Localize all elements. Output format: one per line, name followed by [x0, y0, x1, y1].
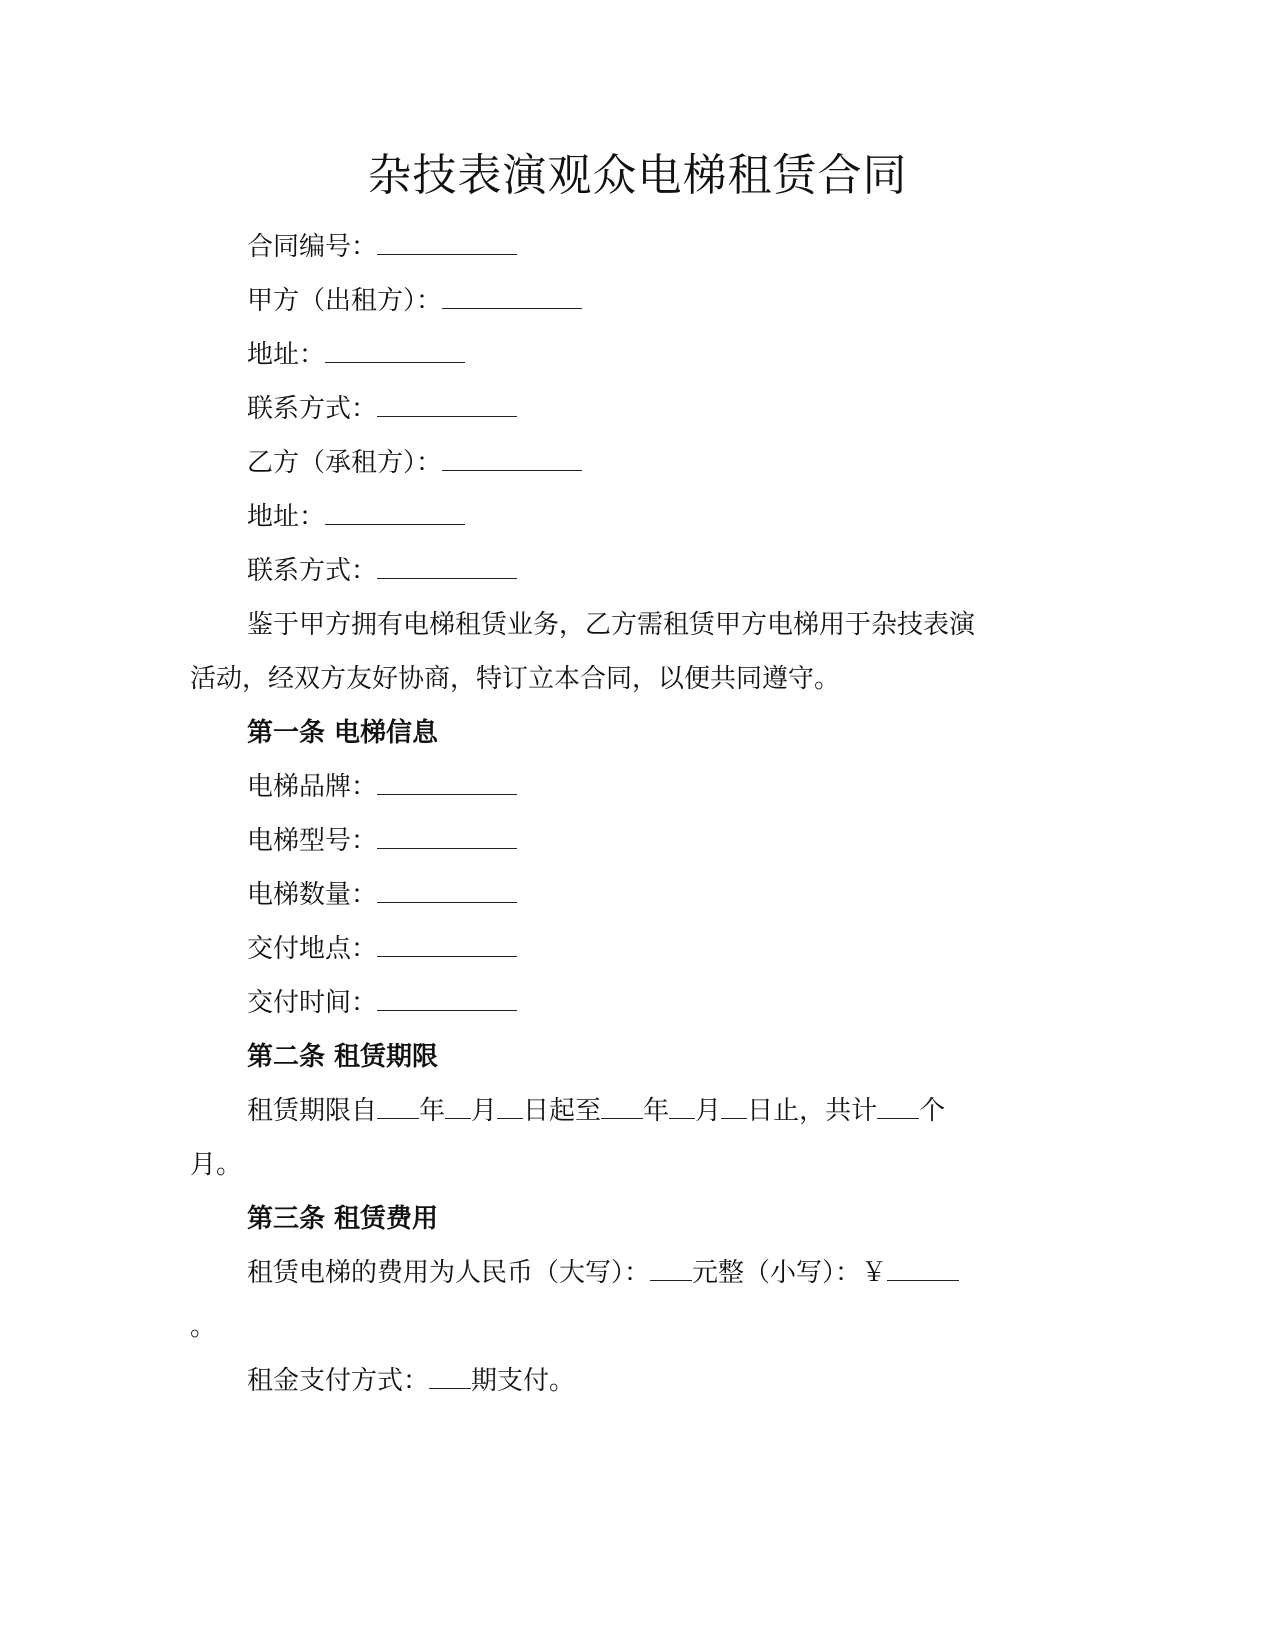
party-b-address-blank[interactable] [325, 500, 465, 525]
preamble-line-1: 鉴于甲方拥有电梯租赁业务，乙方需租赁甲方电梯用于杂技表演 [247, 610, 976, 640]
payment-method-label: 租金支付方式： [247, 1366, 430, 1396]
fee-lowercase-blank[interactable] [887, 1256, 959, 1281]
elevator-model-label: 电梯型号： [247, 826, 378, 856]
article-3-heading: 第三条 租赁费用 [247, 1204, 439, 1234]
fee-prefix-text: 租赁电梯的费用为人民币（大写）： [247, 1258, 651, 1288]
delivery-place-field [247, 932, 517, 966]
delivery-time-field [247, 986, 517, 1020]
party-a-address-field [247, 338, 465, 372]
article-2-heading: 第二条 租赁期限 [247, 1042, 439, 1072]
party-b-address-field [247, 500, 465, 534]
start-day-text: 日起至 [523, 1096, 602, 1126]
delivery-time-blank[interactable] [377, 986, 517, 1011]
contract-number-field [247, 230, 517, 264]
payment-method-suffix: 期支付。 [471, 1366, 576, 1396]
elevator-model-field [247, 824, 517, 858]
contract-number-label: 合同编号： [247, 232, 378, 262]
fee-uppercase-blank[interactable] [650, 1256, 692, 1281]
party-b-contact-field [247, 554, 517, 588]
party-a-contact-blank[interactable] [377, 392, 517, 417]
start-day-blank[interactable] [497, 1094, 523, 1119]
party-a-label: 甲方（出租方）： [247, 286, 443, 316]
party-a-address-label: 地址： [247, 340, 326, 370]
party-b-contact-blank[interactable] [377, 554, 517, 579]
start-year-blank[interactable] [377, 1094, 419, 1119]
lease-term-line [247, 1094, 945, 1128]
delivery-place-label: 交付地点： [247, 934, 378, 964]
party-a-contact-field [247, 392, 517, 426]
elevator-brand-label: 电梯品牌： [247, 772, 378, 802]
end-month-text: 月 [695, 1096, 722, 1126]
end-year-blank[interactable] [601, 1094, 643, 1119]
payment-method-blank[interactable] [429, 1364, 471, 1389]
elevator-brand-blank[interactable] [377, 770, 517, 795]
end-year-text: 年 [643, 1096, 670, 1126]
contract-number-blank[interactable] [377, 230, 517, 255]
party-b-blank[interactable] [442, 446, 582, 471]
preamble-line-2: 活动，经双方友好协商，特订立本合同，以便共同遵守。 [190, 664, 841, 694]
total-months-unit: 个 [919, 1096, 946, 1126]
elevator-quantity-blank[interactable] [377, 878, 517, 903]
start-month-blank[interactable] [445, 1094, 471, 1119]
party-b-field [247, 446, 582, 480]
party-a-blank[interactable] [442, 284, 582, 309]
party-a-contact-label: 联系方式： [247, 394, 378, 424]
start-year-text: 年 [419, 1096, 446, 1126]
lease-term-line-cont: 月。 [190, 1150, 243, 1180]
lease-term-start-text: 租赁期限自 [247, 1096, 378, 1126]
fee-line [247, 1256, 959, 1290]
elevator-quantity-field [247, 878, 517, 912]
total-months-blank[interactable] [877, 1094, 919, 1119]
party-b-address-label: 地址： [247, 502, 326, 532]
party-b-label: 乙方（承租方）： [247, 448, 443, 478]
payment-method-line [247, 1364, 575, 1398]
fee-mid-text: 元整（小写）：￥ [692, 1258, 888, 1288]
elevator-quantity-label: 电梯数量： [247, 880, 378, 910]
end-day-blank[interactable] [721, 1094, 747, 1119]
elevator-model-blank[interactable] [377, 824, 517, 849]
end-day-text: 日止，共计 [747, 1096, 878, 1126]
elevator-brand-field [247, 770, 517, 804]
delivery-place-blank[interactable] [377, 932, 517, 957]
delivery-time-label: 交付时间： [247, 988, 378, 1018]
end-month-blank[interactable] [669, 1094, 695, 1119]
fee-line-end: 。 [190, 1312, 217, 1342]
document-title: 杂技表演观众电梯租赁合同 [367, 150, 908, 201]
party-b-contact-label: 联系方式： [247, 556, 378, 586]
party-a-field [247, 284, 582, 318]
article-1-heading: 第一条 电梯信息 [247, 718, 439, 748]
start-month-text: 月 [471, 1096, 498, 1126]
party-a-address-blank[interactable] [325, 338, 465, 363]
